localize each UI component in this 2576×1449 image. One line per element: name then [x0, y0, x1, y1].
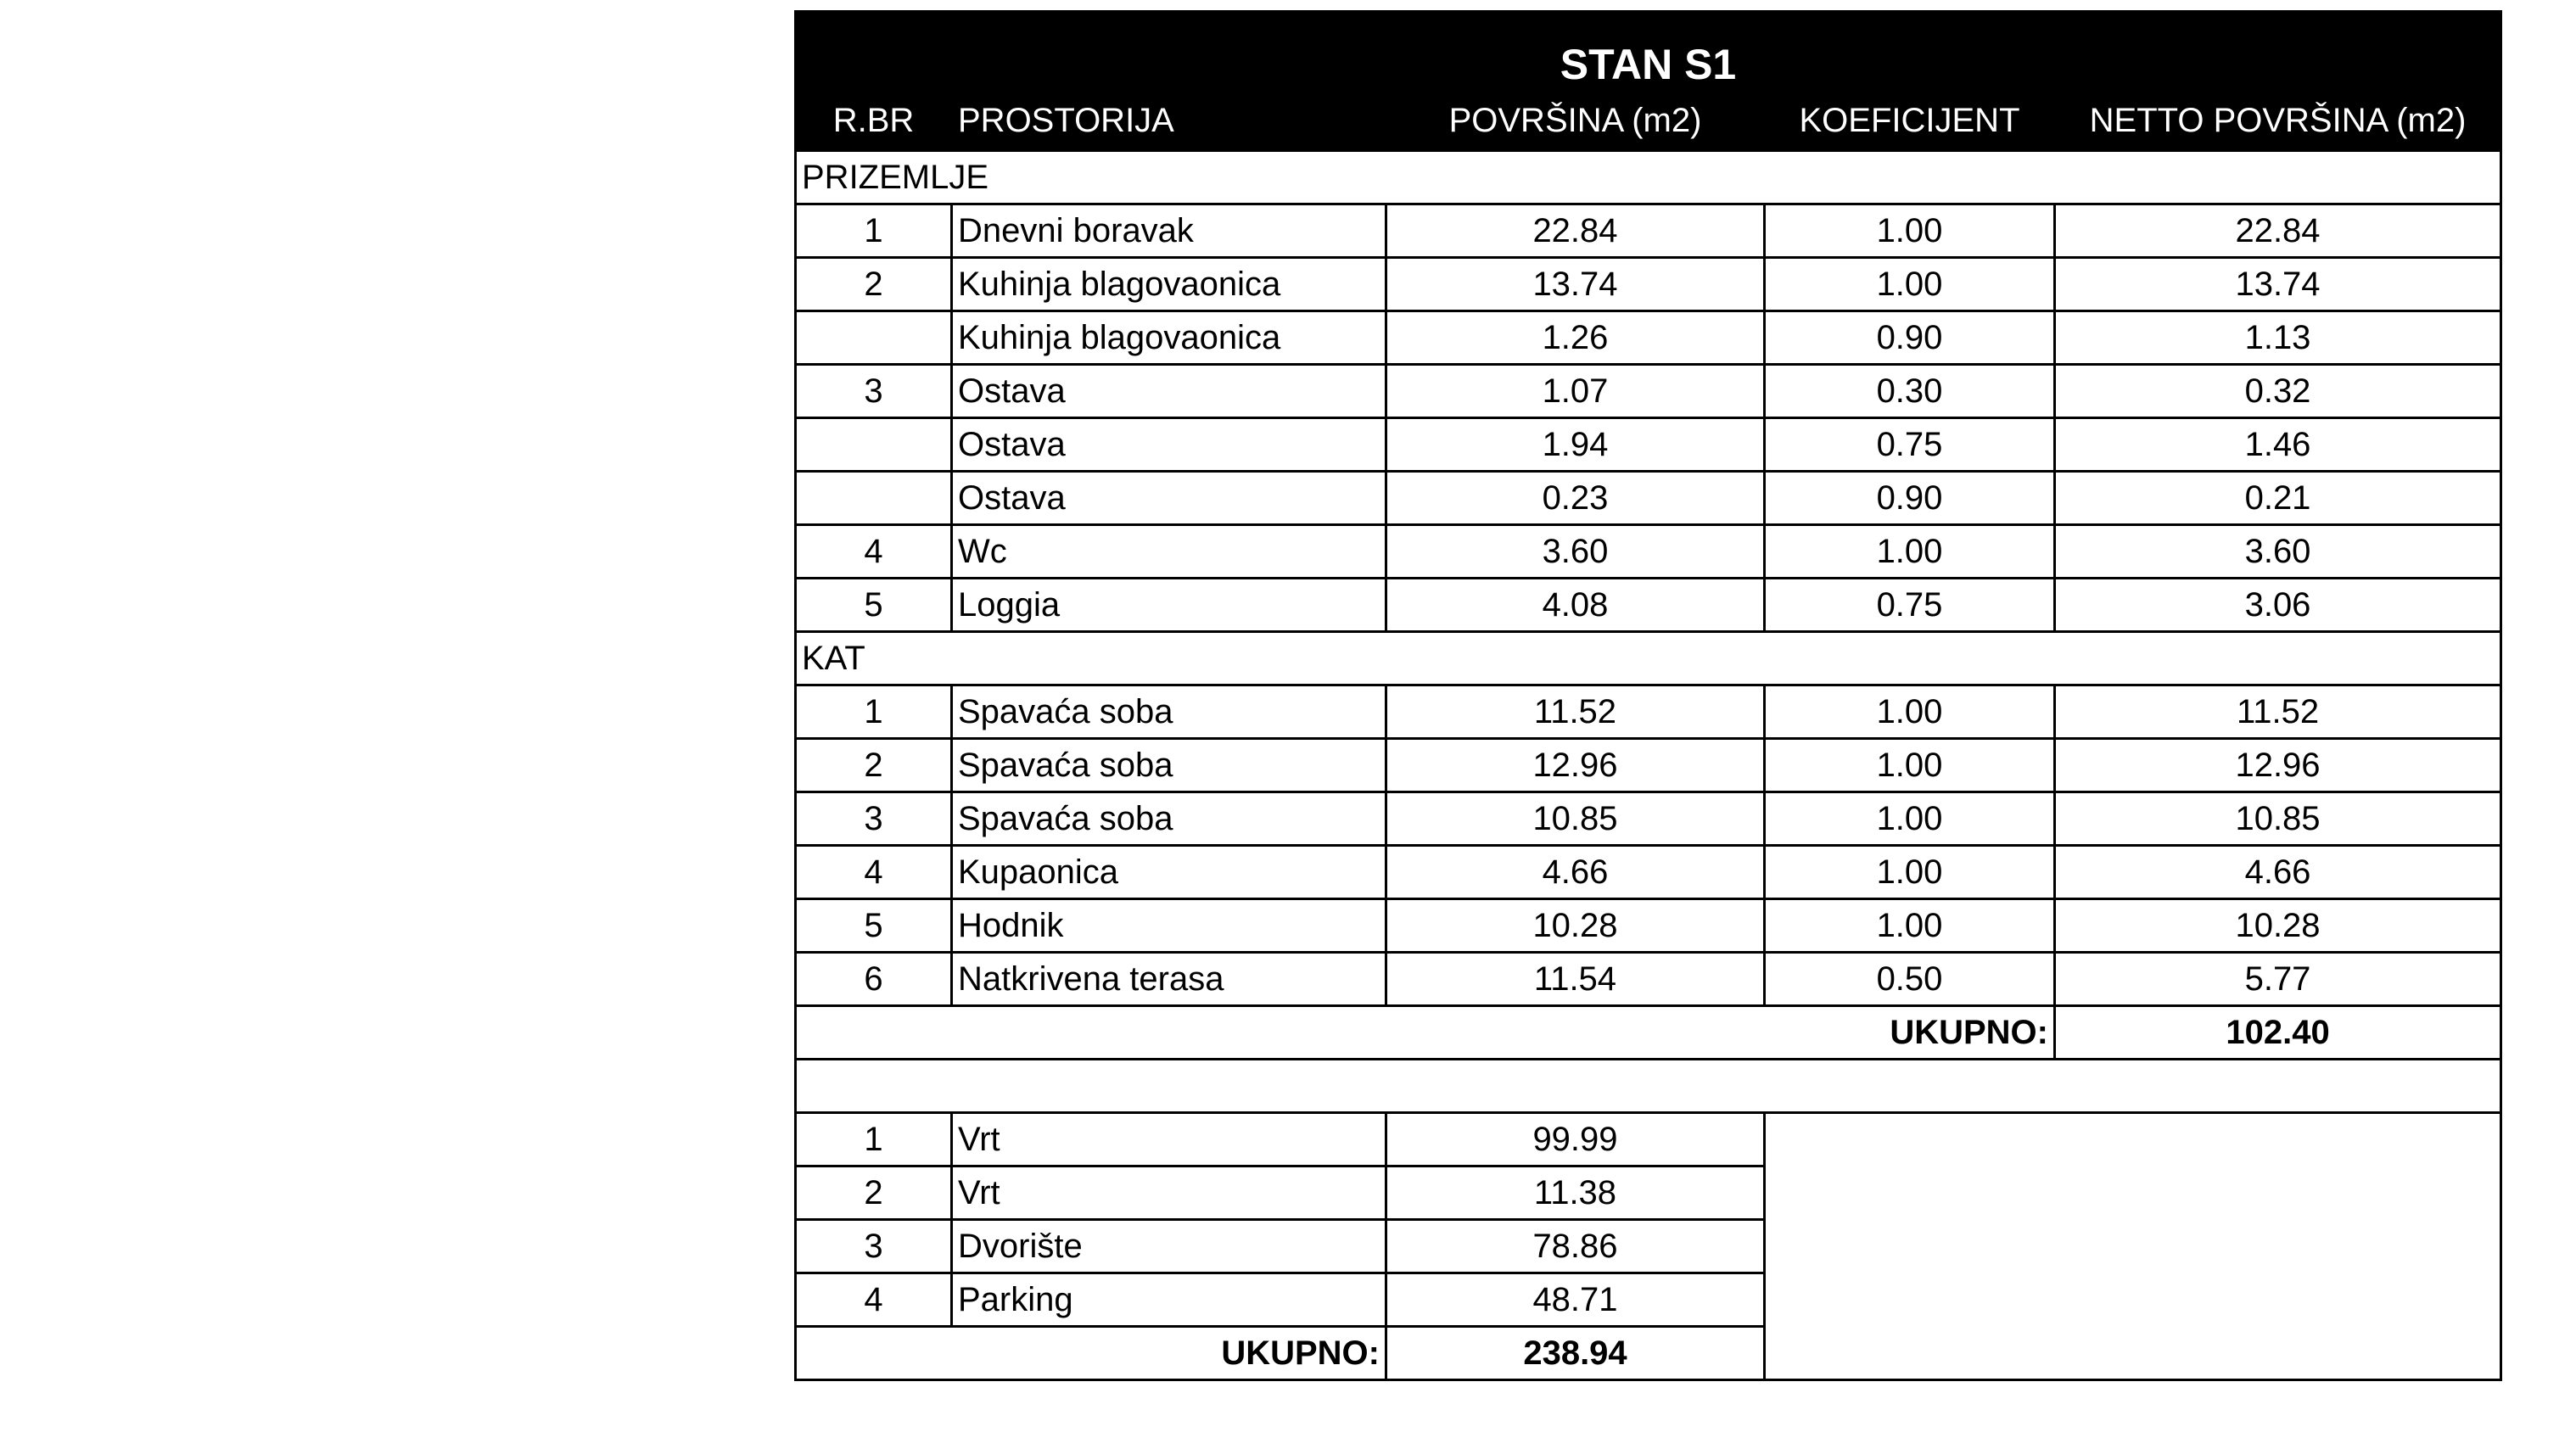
room-net-area: 11.52	[2055, 685, 2501, 739]
room-net-area: 22.84	[2055, 204, 2501, 258]
room-coefficient: 1.00	[1765, 685, 2055, 739]
row-number: 2	[796, 739, 952, 792]
room-coefficient: 0.75	[1765, 579, 2055, 632]
room-coefficient: 1.00	[1765, 739, 2055, 792]
room-name: Spavaća soba	[952, 792, 1386, 846]
spacer-row	[796, 1060, 2501, 1113]
row-number: 4	[796, 525, 952, 579]
outdoor-area: 11.38	[1386, 1166, 1765, 1220]
room-area: 11.54	[1386, 953, 1765, 1006]
room-name: Kuhinja blagovaonica	[952, 311, 1386, 365]
room-net-area: 13.74	[2055, 258, 2501, 311]
room-coefficient: 0.50	[1765, 953, 2055, 1006]
total-row	[796, 1006, 2501, 1060]
section-header-row	[796, 632, 2501, 685]
row-number: 6	[796, 953, 952, 1006]
row-number: 5	[796, 579, 952, 632]
table-row	[796, 472, 2501, 525]
table-row	[796, 365, 2501, 418]
area-sheet	[794, 10, 2500, 1381]
room-area: 0.23	[1386, 472, 1765, 525]
section-label: PRIZEMLJE	[796, 151, 2501, 204]
row-number: 1	[796, 204, 952, 258]
table-title: STAN S1	[796, 12, 2501, 91]
blank-block	[1765, 1113, 2501, 1380]
row-number: 5	[796, 899, 952, 953]
room-name: Ostava	[952, 365, 1386, 418]
room-area: 4.08	[1386, 579, 1765, 632]
row-number: 4	[796, 1273, 952, 1327]
room-area: 10.28	[1386, 899, 1765, 953]
room-net-area: 3.06	[2055, 579, 2501, 632]
room-net-area: 10.28	[2055, 899, 2501, 953]
room-area: 11.52	[1386, 685, 1765, 739]
room-area: 4.66	[1386, 846, 1765, 899]
row-number	[796, 472, 952, 525]
room-area: 1.94	[1386, 418, 1765, 472]
table-row	[796, 899, 2501, 953]
room-coefficient: 1.00	[1765, 204, 2055, 258]
title-row	[796, 12, 2501, 91]
row-number: 2	[796, 1166, 952, 1220]
table-row	[796, 792, 2501, 846]
room-net-area: 5.77	[2055, 953, 2501, 1006]
row-number: 4	[796, 846, 952, 899]
room-area: 1.26	[1386, 311, 1765, 365]
room-coefficient: 1.00	[1765, 846, 2055, 899]
section-header-row	[796, 151, 2501, 204]
room-net-area: 10.85	[2055, 792, 2501, 846]
col-header-netto: NETTO POVRŠINA (m2)	[2055, 91, 2501, 151]
room-name: Ostava	[952, 472, 1386, 525]
outdoor-name: Vrt	[952, 1166, 1386, 1220]
row-number: 3	[796, 1220, 952, 1273]
col-header-povrsina: POVRŠINA (m2)	[1386, 91, 1765, 151]
room-coefficient: 1.00	[1765, 792, 2055, 846]
row-number	[796, 418, 952, 472]
col-header-koeficijent: KOEFICIJENT	[1765, 91, 2055, 151]
room-name: Spavaća soba	[952, 685, 1386, 739]
spacer-cell	[796, 1060, 2501, 1113]
room-area: 10.85	[1386, 792, 1765, 846]
row-number: 2	[796, 258, 952, 311]
outdoor-area: 78.86	[1386, 1220, 1765, 1273]
room-name: Loggia	[952, 579, 1386, 632]
outdoor-total-area: 238.94	[1386, 1327, 1765, 1380]
area-table	[794, 10, 2502, 1381]
row-number: 1	[796, 685, 952, 739]
outdoor-name: Vrt	[952, 1113, 1386, 1166]
room-net-area: 3.60	[2055, 525, 2501, 579]
room-name: Kuhinja blagovaonica	[952, 258, 1386, 311]
row-number	[796, 311, 952, 365]
room-name: Natkrivena terasa	[952, 953, 1386, 1006]
room-name: Ostava	[952, 418, 1386, 472]
room-net-area: 0.21	[2055, 472, 2501, 525]
col-header-prostorija: PROSTORIJA	[952, 91, 1386, 151]
room-net-area: 1.13	[2055, 311, 2501, 365]
room-name: Hodnik	[952, 899, 1386, 953]
table-row	[796, 579, 2501, 632]
room-area: 12.96	[1386, 739, 1765, 792]
room-coefficient: 0.90	[1765, 472, 2055, 525]
outdoor-area: 48.71	[1386, 1273, 1765, 1327]
room-name: Kupaonica	[952, 846, 1386, 899]
room-name: Wc	[952, 525, 1386, 579]
column-header-row	[796, 91, 2501, 151]
outdoor-name: Dvorište	[952, 1220, 1386, 1273]
table-row	[796, 204, 2501, 258]
table-row	[796, 525, 2501, 579]
room-area: 1.07	[1386, 365, 1765, 418]
outdoor-name: Parking	[952, 1273, 1386, 1327]
room-net-area: 4.66	[2055, 846, 2501, 899]
col-header-rbr: R.BR	[796, 91, 952, 151]
room-name: Dnevni boravak	[952, 204, 1386, 258]
row-number: 3	[796, 792, 952, 846]
table-row	[796, 846, 2501, 899]
room-net-area: 1.46	[2055, 418, 2501, 472]
room-coefficient: 1.00	[1765, 258, 2055, 311]
table-row	[796, 258, 2501, 311]
room-area: 22.84	[1386, 204, 1765, 258]
room-coefficient: 0.75	[1765, 418, 2055, 472]
table-row	[796, 739, 2501, 792]
outdoor-total-label: UKUPNO:	[796, 1327, 1386, 1380]
row-number: 3	[796, 365, 952, 418]
room-coefficient: 0.30	[1765, 365, 2055, 418]
total-label: UKUPNO:	[796, 1006, 2055, 1060]
room-coefficient: 0.90	[1765, 311, 2055, 365]
table-row	[796, 418, 2501, 472]
room-area: 3.60	[1386, 525, 1765, 579]
room-coefficient: 1.00	[1765, 525, 2055, 579]
area-table-body	[796, 12, 2501, 1380]
total-net-area: 102.40	[2055, 1006, 2501, 1060]
table-row	[796, 953, 2501, 1006]
table-row	[796, 311, 2501, 365]
row-number: 1	[796, 1113, 952, 1166]
room-name: Spavaća soba	[952, 739, 1386, 792]
room-area: 13.74	[1386, 258, 1765, 311]
room-net-area: 0.32	[2055, 365, 2501, 418]
room-net-area: 12.96	[2055, 739, 2501, 792]
room-coefficient: 1.00	[1765, 899, 2055, 953]
table-row	[796, 685, 2501, 739]
outdoor-area: 99.99	[1386, 1113, 1765, 1166]
outdoor-row	[796, 1113, 2501, 1166]
section-label: KAT	[796, 632, 2501, 685]
